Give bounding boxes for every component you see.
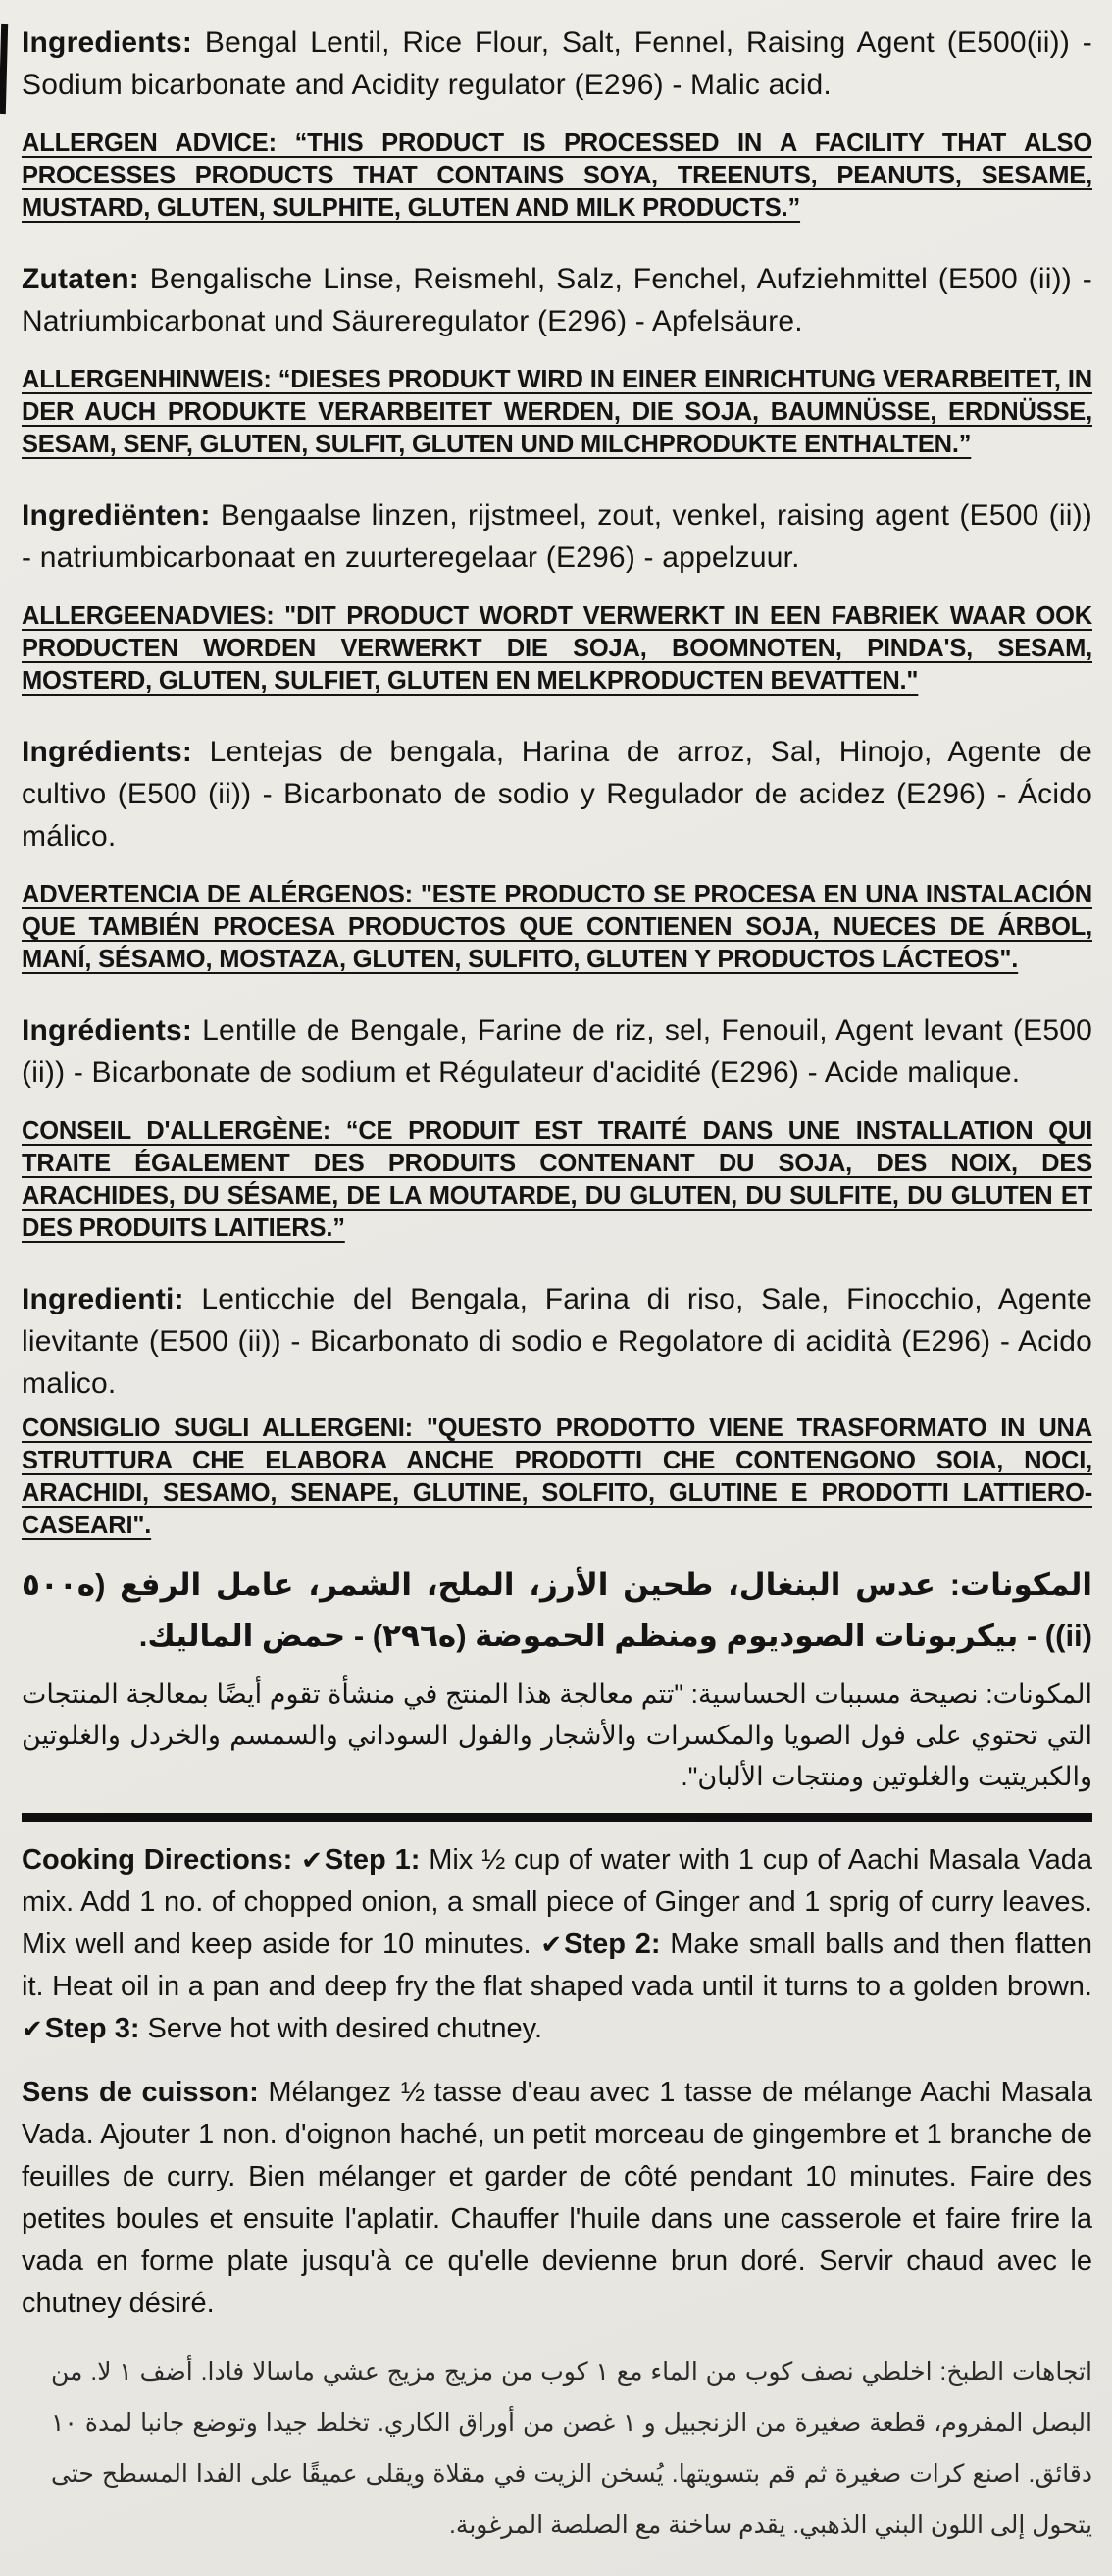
step1-label: Step 1: (324, 1844, 421, 1876)
cooking-directions-fr-label: Sens de cuisson: (22, 2077, 259, 2108)
ingredients-ar: المكونات: عدس البنغال، طحين الأرز، الملح، الشمر، عامل الرفع (ه٥٠٠ (ii)) - بيكربونات الصوديوم ومنظم الحموضة (ه٢٩٦) - حمض الماليك. (22, 1568, 1092, 1653)
allergen-advice-de: ALLERGENHINWEIS: “DIESES PRODUKT WIRD IN EINER EINRICHTUNG VERARBEITET, IN DER AUCH PRODUKTE VERARBEITET WERDEN, DIE SOJA, BAUMNÜSSE, ERDNÜSSE, SESAM, SENF, GLUTEN, SULFIT, GLUTEN UND MILCHPRODUKTE ENTHALTEN.” (22, 366, 1092, 458)
section-divider (22, 1813, 1092, 1822)
checkmark-icon: ✔ (301, 1845, 323, 1875)
label-edge-mark (0, 24, 8, 114)
section-dutch (22, 494, 1092, 697)
ingredients-es (22, 731, 1092, 857)
ingredients-de-text: Bengalische Linse, Reismehl, Salz, Fenchel, Aufziehmittel (E500 (ii)) - Natriumbicarbonat und Säureregulator (E296) - Apfelsäure. (22, 263, 1092, 337)
section-english (22, 22, 1092, 225)
ingredients-nl (22, 494, 1092, 579)
cooking-directions-en (22, 1839, 1092, 2050)
checkmark-icon: ✔ (540, 1930, 563, 1959)
ingredients-en-label: Ingredients: (22, 26, 193, 59)
ingredients-it-text: Lenticchie del Bengala, Farina di riso, Sale, Finocchio, Agente lievitante (E500 (ii)) - Bicarbonato di sodio e Regolatore di acidità (E296) - Acido malico. (22, 1283, 1092, 1400)
ingredients-en-text: Bengal Lentil, Rice Flour, Salt, Fennel, Raising Agent (E500(ii)) - Sodium bicarbonate and Acidity regulator (E296) - Malic acid. (22, 26, 1092, 101)
section-german (22, 258, 1092, 461)
cooking-directions-fr-text: Mélangez ½ tasse d'eau avec 1 tasse de mélange Aachi Masala Vada. Ajouter 1 non. d'oignon haché, un petit morceau de gingembre et 1 branche de feuilles de curry. Bien mélanger et garder de côté pendant 10 minutes. Faire des petites boules et ensuite l'aplatir. Chauffer l'huile dans une casserole et faire frire la vada en forme plate jusqu'à ce qu'elle devienne brun doré. Servir chaud avec le chutney désiré. (22, 2077, 1092, 2319)
cooking-directions-fr (22, 2072, 1092, 2325)
ingredients-fr-text: Lentille de Bengale, Farine de riz, sel, Fenouil, Agent levant (E500 (ii)) - Bicarbonate de sodium et Régulateur d'acidité (E296) - Acide malique. (22, 1014, 1092, 1089)
allergen-advice-fr: CONSEIL D'ALLERGÈNE: “CE PRODUIT EST TRAITÉ DANS UNE INSTALLATION QUI TRAITE ÉGALEMENT DES PRODUITS CONTENANT DU SOJA, DES NOIX, DES ARACHIDES, DU SÉSAME, DE LA MOUTARDE, DU GLUTEN, DU SULFITE, DU GLUTEN ET DES PRODUITS LAITIERS.” (22, 1117, 1092, 1242)
ingredients-fr-label: Ingrédients: (22, 1014, 193, 1047)
ingredients-it-label: Ingredienti: (22, 1283, 184, 1315)
section-spanish (22, 731, 1092, 976)
section-italian (22, 1278, 1092, 1542)
cooking-directions-en-label: Cooking Directions: (22, 1844, 293, 1876)
step2-label: Step 2: (564, 1929, 661, 1960)
ingredients-es-text: Lentejas de bengala, Harina de arroz, Sal, Hinojo, Agente de cultivo (E500 (ii)) - Bicarbonato de sodio y Regulador de acidez (E296) - Ácido málico. (22, 736, 1092, 852)
allergen-advice-es: ADVERTENCIA DE ALÉRGENOS: "ESTE PRODUCTO SE PROCESA EN UNA INSTALACIÓN QUE TAMBIÉN PROCESA PRODUCTOS QUE CONTIENEN SOJA, NUECES DE ÁRBOL, MANÍ, SÉSAMO, MOSTAZA, GLUTEN, SULFITO, GLUTEN Y PRODUCTOS LÁCTEOS". (22, 881, 1092, 973)
ingredients-de (22, 258, 1092, 342)
ingredients-nl-text: Bengaalse linzen, rijstmeel, zout, venkel, raising agent (E500 (ii)) - natriumbicarbonaat en zuurteregelaar (E296) - appelzuur. (22, 499, 1092, 574)
cooking-directions-ar: اتجاهات الطبخ: اخلطي نصف كوب من الماء مع ١ كوب من مزيج مزيج عشي ماسالا فادا. أضف ١ لا. من البصل المفروم، قطعة صغيرة من الزنجبيل و ١ غصن من أوراق الكاري. تخلط جيدا وتوضع جانبا لمدة ١٠ دقائق. اصنع كرات صغيرة ثم قم بتسويتها. يُسخن الزيت في مقلاة ويقلى عميقًا على الفدا المسطح حتى يتحول إلى اللون البني الذهبي. يقدم ساخنة مع الصلصة المرغوبة. (51, 2358, 1092, 2539)
step1-text: Mix ½ cup of water with 1 cup of Aachi Masala Vada mix. Add 1 no. of chopped onion, a small piece of Ginger and 1 sprig of curry leaves. Mix well and keep aside for 10 minutes. (22, 1844, 1093, 1960)
ingredients-it (22, 1278, 1092, 1405)
step3-text: Serve hot with desired chutney. (147, 2013, 543, 2044)
ingredients-fr (22, 1009, 1092, 1094)
allergen-advice-en: ALLERGEN ADVICE: “THIS PRODUCT IS PROCESSED IN A FACILITY THAT ALSO PROCESSES PRODUCTS THAT CONTAINS SOYA, TREENUTS, PEANUTS, SESAME, MUSTARD, GLUTEN, SULPHITE, GLUTEN AND MILK PRODUCTS.” (22, 129, 1092, 222)
allergen-advice-it: CONSIGLIO SUGLI ALLERGENI: "QUESTO PRODOTTO VIENE TRASFORMATO IN UNA STRUTTURA CHE ELABORA ANCHE PRODOTTI CHE CONTENGONO SOIA, NOCI, ARACHIDI, SESAMO, SENAPE, GLUTINE, SOLFITO, GLUTINE E PRODOTTI LATTIERO-CASEARI". (22, 1415, 1092, 1539)
ingredients-nl-label: Ingrediënten: (22, 499, 211, 532)
checkmark-icon: ✔ (22, 2014, 43, 2043)
ingredients-es-label: Ingrédients: (22, 736, 193, 768)
ingredients-en (22, 22, 1092, 106)
section-arabic (22, 1560, 1092, 1797)
ingredients-de-label: Zutaten: (22, 263, 139, 295)
section-french (22, 1009, 1092, 1245)
step2-text: Make small balls and then flatten it. Heat oil in a pan and deep fry the flat shaped vada until it turns to a golden brown. (22, 1929, 1093, 2002)
step3-label: Step 3: (44, 2013, 140, 2044)
allergen-advice-ar: المكونات: نصيحة مسببات الحساسية: "تتم معالجة هذا المنتج في منشأة تقوم أيضًا بمعالجة المنتجات التي تحتوي على فول الصويا والمكسرات والأشجار والفول السوداني والسمسم والخردل والغلوتين والكبريتيت والغلوتين ومنتجات الألبان". (22, 1679, 1092, 1791)
allergen-advice-nl: ALLERGEENADVIES: "DIT PRODUCT WORDT VERWERKT IN EEN FABRIEK WAAR OOK PRODUCTEN WORDEN VERWERKT DIE SOJA, BOOMNOTEN, PINDA'S, SESAM, MOSTERD, GLUTEN, SULFIET, GLUTEN EN MELKPRODUCTEN BEVATTEN." (22, 602, 1092, 695)
